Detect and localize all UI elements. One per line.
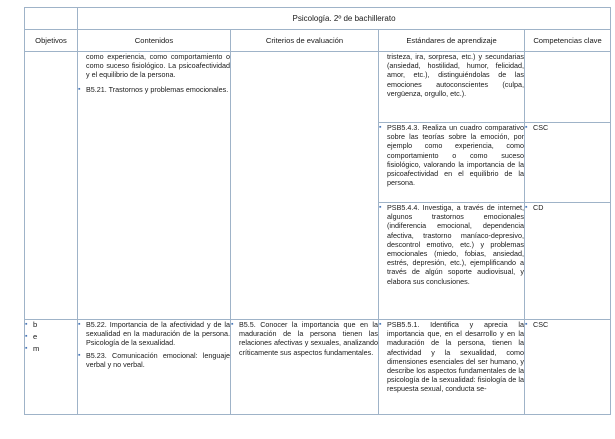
list-item [379, 123, 524, 187]
table-row [25, 52, 611, 123]
estandar-text: PSB5.4.4. Investiga, a través de internet, algunos trastornos emocionales (indiferencia emocional, dependencia afectiva, trastorno maníaco-depresivo, descontrol emotivo, etc.) y problemas emocionales (miedo, fobias, ansiedad, estrés, depresión, etc.), ejemplificando a través de algún soporte audiovisual, y elabora sus conclusiones. [387, 203, 524, 286]
competencia-text: CD [533, 203, 544, 212]
objetivo-text: b [33, 320, 38, 329]
list-item [525, 203, 610, 212]
competencia-cell [525, 320, 611, 415]
list-item [379, 320, 524, 394]
header-objetivos: Objetivos [25, 30, 78, 52]
contenido-text: B5.22. Importancia de la afectividad y de la sexualidad en la maduración de la persona. Psicología de la sexualidad. [86, 320, 230, 348]
competencia-text: CSC [533, 123, 549, 132]
criterios-cell [231, 52, 382, 320]
bullet-icon: ▪ [78, 321, 81, 328]
list-item [25, 320, 77, 329]
bullet-icon: ▪ [78, 351, 81, 359]
list-item [525, 123, 610, 132]
table-title: Psicología. 2º de bachillerato [78, 8, 611, 30]
blank-corner-cell [25, 8, 78, 30]
contenido-text: B5.21. Trastornos y problemas emocionales. [86, 84, 229, 94]
list-item [78, 320, 230, 348]
competencia-cell [525, 203, 611, 320]
bullet-icon: ▪ [78, 85, 81, 93]
list-item [78, 351, 230, 369]
header-competencias: Competencias clave [525, 30, 611, 52]
competencia-cell [525, 52, 611, 123]
objetivos-cell [25, 52, 81, 320]
estandar-text: PSB5.5.1. Identifica y aprecia la importancia que, en el desarrollo y en la maduración de la persona, tienen la afectividad y la sexualidad, como dimensiones esenciales del ser humano, y describe los aspectos fundamentales de la psicología de la sexualidad: fisiología de la respuesta sexual, conducta se- [387, 320, 524, 394]
objetivos-cell [25, 320, 81, 415]
bullet-icon: ▪ [25, 333, 28, 341]
contenidos-cell [78, 320, 234, 415]
estandar-cell [379, 203, 528, 320]
list-item [25, 344, 77, 353]
estandar-text: PSB5.4.3. Realiza un cuadro comparativo sobre las teorías sobre la emoción, por ejemplo como experiencia, como comportamiento o como suceso fisiológico, valorando la importancia de la psicoafectividad en el equilibrio de la persona. [387, 123, 524, 188]
table-row [25, 320, 611, 415]
bullet-icon: ▪ [231, 321, 234, 328]
bullet-icon: ▪ [379, 204, 382, 211]
competencia-text: CSC [533, 320, 549, 329]
estandar-cell [379, 123, 528, 203]
bullet-icon: ▪ [379, 321, 382, 328]
estandar-cell [379, 52, 525, 123]
list-item [525, 320, 610, 329]
header-estandares: Estándares de aprendizaje [379, 30, 525, 52]
contenidos-continuation: como experiencia, como comportamiento o como suceso fisiológico. La psicoafectividad y el equilibrio de la persona. [86, 52, 230, 80]
curriculum-table [24, 7, 611, 415]
header-criterios: Criterios de evaluación [231, 30, 379, 52]
estandar-continuation: tristeza, ira, sorpresa, etc.) y secundarias (ansiedad, hostilidad, humor, felicidad, amor, etc.), distinguiéndolas de las emociones autoconscientes (culpa, vergüenza, orgullo, etc.). [387, 52, 524, 98]
list-item [231, 320, 378, 357]
competencia-cell [525, 123, 611, 203]
bullet-icon: ▪ [25, 321, 28, 328]
bullet-icon: ▪ [379, 124, 382, 131]
contenido-text: B5.23. Comunicación emocional: lenguaje verbal y no verbal. [86, 350, 230, 369]
bullet-icon: ▪ [25, 345, 28, 353]
contenidos-cell [78, 52, 231, 320]
estandar-cell [379, 320, 528, 415]
header-contenidos: Contenidos [78, 30, 231, 52]
list-item [379, 203, 524, 286]
criterios-cell [231, 320, 382, 415]
objetivo-text: m [33, 344, 40, 354]
objetivo-text: e [33, 332, 38, 342]
bullet-icon: ▪ [525, 204, 528, 211]
bullet-icon: ▪ [525, 124, 528, 131]
list-item [78, 85, 230, 94]
criterio-text: B5.5. Conocer la importancia que en la maduración de la persona tienen las relaciones afectivas y sexuales, analizando críticamente sus aspectos fundamentales. [239, 320, 378, 357]
bullet-icon: ▪ [525, 321, 528, 328]
list-item [25, 332, 77, 341]
